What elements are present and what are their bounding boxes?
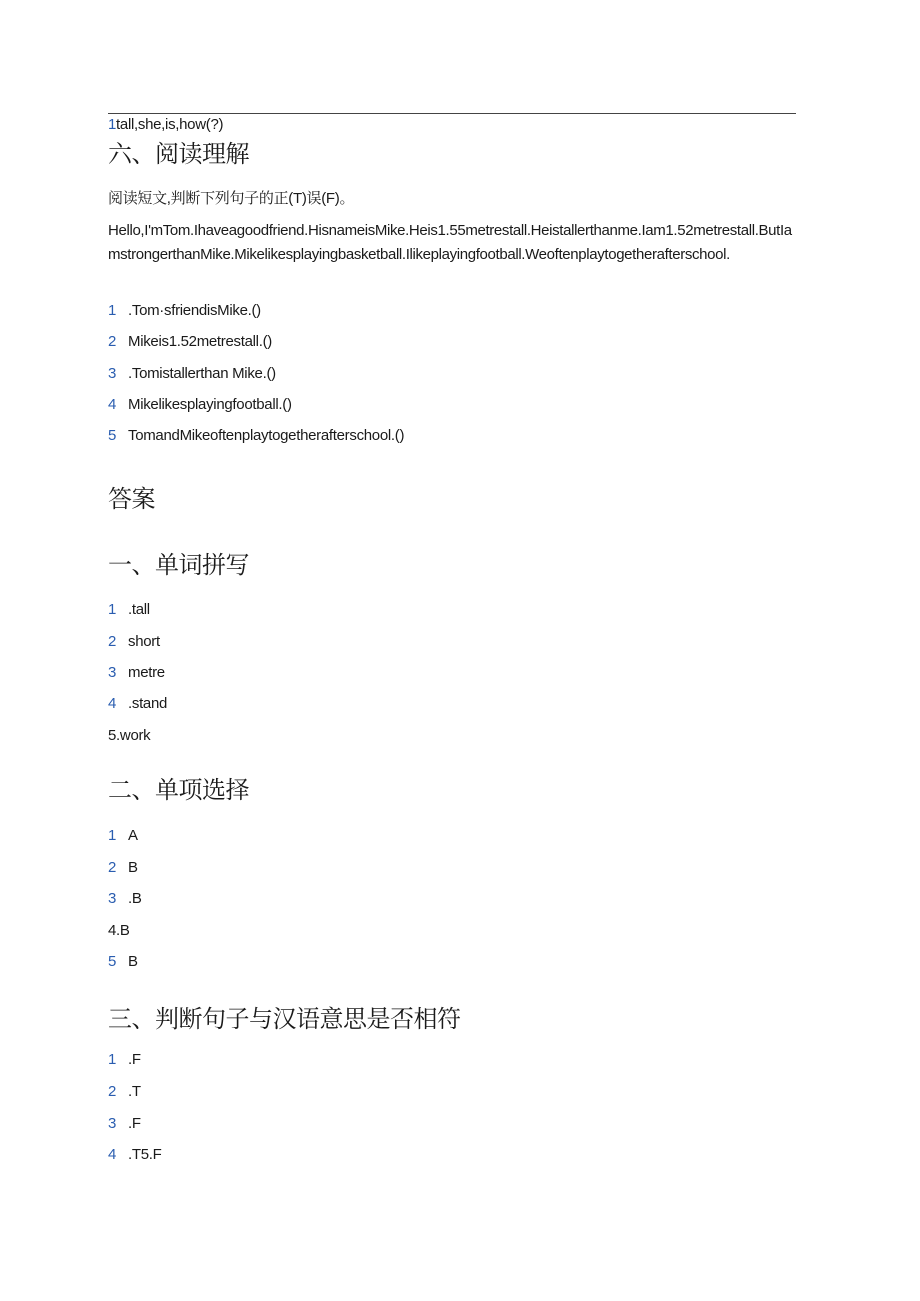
item-number: 3 bbox=[108, 664, 117, 681]
answer-item bbox=[108, 1146, 162, 1164]
answer-item bbox=[108, 827, 138, 845]
item-number: 1 bbox=[108, 827, 117, 844]
item-text: B bbox=[128, 953, 138, 970]
item-text: .Tomistallerthan Mike.() bbox=[128, 365, 276, 382]
item-number: 2 bbox=[108, 633, 117, 650]
item-text: tall,she,is,how(?) bbox=[116, 116, 224, 133]
reading-passage: Hello,I'mTom.Ihaveagoodfriend.HisnameisMike.Heis1.55metrestall.Heistallerthanme.Iam1.52metrestall.ButIamstrongerthanMike.Mikelikesplayingbasketball.Ilikeplayingfootball.Weoftenplaytogetherafterschool. bbox=[108, 222, 792, 263]
item-number: 1 bbox=[108, 601, 117, 618]
item-text: Mikelikesplayingfootball.() bbox=[128, 396, 292, 413]
item-number: 1 bbox=[108, 116, 117, 133]
item-text: 4.B bbox=[108, 922, 130, 939]
answer-item bbox=[108, 664, 165, 682]
item-number: 2 bbox=[108, 333, 117, 350]
item-text: short bbox=[128, 633, 160, 650]
item-text: .F bbox=[128, 1115, 141, 1132]
item-number: 2 bbox=[108, 1083, 117, 1100]
question-item bbox=[108, 396, 292, 414]
item-number: 5 bbox=[108, 427, 117, 444]
section-heading-choice: 二、单项选择 bbox=[108, 776, 249, 804]
item-text: .T bbox=[128, 1083, 141, 1100]
item-text: Mikeis1.52metrestall.() bbox=[128, 333, 272, 350]
answer-item bbox=[108, 1051, 141, 1069]
question-item bbox=[108, 333, 272, 351]
item-text: 5.work bbox=[108, 727, 151, 744]
answers-heading: 答案 bbox=[108, 485, 155, 513]
item-text: TomandMikeoftenplaytogetherafterschool.() bbox=[128, 427, 405, 444]
section-heading-judgement: 三、判断句子与汉语意思是否相符 bbox=[108, 1005, 461, 1033]
question-item bbox=[108, 427, 404, 445]
question-item bbox=[108, 365, 276, 383]
item-text: A bbox=[128, 827, 138, 844]
item-text: B bbox=[128, 859, 138, 876]
prev-question-item bbox=[108, 116, 223, 134]
question-item bbox=[108, 302, 261, 320]
item-number: 4 bbox=[108, 695, 117, 712]
answer-item bbox=[108, 1115, 141, 1133]
answer-item bbox=[108, 727, 150, 745]
item-text: .B bbox=[128, 890, 142, 907]
item-text: .stand bbox=[128, 695, 168, 712]
top-divider bbox=[108, 113, 796, 114]
item-number: 2 bbox=[108, 859, 117, 876]
answer-item bbox=[108, 890, 142, 908]
section-heading-spelling: 一、单词拼写 bbox=[108, 551, 249, 579]
item-text: metre bbox=[128, 664, 165, 681]
answer-item bbox=[108, 922, 130, 940]
item-number: 5 bbox=[108, 953, 117, 970]
item-number: 3 bbox=[108, 1115, 117, 1132]
answer-item bbox=[108, 633, 160, 651]
item-number: 1 bbox=[108, 302, 117, 319]
reading-instruction: 阅读短文,判断下列句子的正(T)误(F)。 bbox=[108, 190, 355, 207]
answer-item bbox=[108, 601, 150, 619]
item-text: .Tom·sfriendisMike.() bbox=[128, 302, 261, 319]
item-number: 4 bbox=[108, 1146, 117, 1163]
answer-item bbox=[108, 859, 138, 877]
item-number: 1 bbox=[108, 1051, 117, 1068]
item-number: 3 bbox=[108, 365, 117, 382]
answer-item bbox=[108, 953, 138, 971]
item-text: .tall bbox=[128, 601, 150, 618]
item-number: 3 bbox=[108, 890, 117, 907]
section-heading-reading: 六、阅读理解 bbox=[108, 140, 249, 168]
answer-item bbox=[108, 695, 167, 713]
answer-item bbox=[108, 1083, 141, 1101]
item-text: .T5.F bbox=[128, 1146, 162, 1163]
item-number: 4 bbox=[108, 396, 117, 413]
item-text: .F bbox=[128, 1051, 141, 1068]
